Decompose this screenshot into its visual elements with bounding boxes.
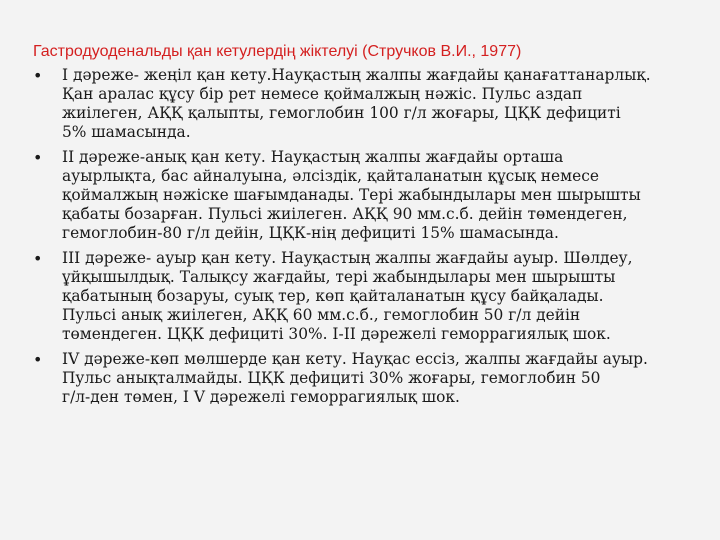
bullet-item-2 xyxy=(33,148,683,243)
bullet-line: ұйқышылдық. Талықсу жағдайы, тері жабындылары мен шырышты xyxy=(62,268,616,286)
bullet-icon: • xyxy=(33,350,43,369)
bullet-line: Қан аралас құсу бір рет немесе қоймалжың нәжіс. Пульс аздап xyxy=(62,85,583,103)
bullet-line: қоймалжың нәжіске шағымданады. Тері жабындылары мен шырышты xyxy=(62,186,641,204)
bullet-line: төмендеген. ЦҚК дефициті 30%. I-II дәрежелі геморрагиялық шок. xyxy=(62,325,611,343)
bullet-line: г/л-ден төмен, I V дәрежелі геморрагиялық шок. xyxy=(62,388,460,406)
bullet-line: жиілеген, АҚҚ қалыпты, гемоглобин 100 г/л жоғары, ЦҚК дефициті xyxy=(62,104,621,122)
bullet-line: қабаты бозарған. Пульсі жиілеген. АҚҚ 90 мм.с.б. дейін төмендеген, xyxy=(62,205,628,223)
bullet-line: IV дәреже-көп мөлшерде қан кету. Науқас ессіз, жалпы жағдайы ауыр. xyxy=(62,350,648,368)
bullet-item-1 xyxy=(33,66,683,142)
bullet-line: Пульсі анық жиілеген, АҚҚ 60 мм.с.б., гемоглобин 50 г/л дейін xyxy=(62,306,581,324)
bullet-line: 5% шамасында. xyxy=(62,123,191,141)
bullet-line: I дәреже- жеңіл қан кету.Науқастың жалпы жағдайы қанағаттанарлық. xyxy=(62,66,651,84)
bullet-line: III дәреже- ауыр қан кету. Науқастың жалпы жағдайы ауыр. Шөлдеу, xyxy=(62,249,633,267)
bullet-line: Пульс анықталмайды. ЦҚК дефициті 30% жоғары, гемоглобин 50 xyxy=(62,369,601,387)
bullet-item-3 xyxy=(33,249,683,344)
slide-title: Гастродуоденальды қан кетулердің жіктелуі (Стручков В.И., 1977) xyxy=(33,43,522,60)
bullet-icon: • xyxy=(33,249,43,268)
bullet-line: II дәреже-анық қан кету. Науқастың жалпы жағдайы орташа xyxy=(62,148,564,166)
bullet-icon: • xyxy=(33,66,43,85)
bullet-list xyxy=(33,66,683,413)
bullet-icon: • xyxy=(33,148,43,167)
bullet-item-4 xyxy=(33,350,683,407)
bullet-line: қабатының бозаруы, суық тер, көп қайталанатын құсу байқалады. xyxy=(62,287,604,305)
bullet-line: гемоглобин-80 г/л дейін, ЦҚК-нің дефициті 15% шамасында. xyxy=(62,224,559,242)
bullet-line: ауырлықта, бас айналуына, әлсіздік, қайталанатын құсық немесе xyxy=(62,167,599,185)
